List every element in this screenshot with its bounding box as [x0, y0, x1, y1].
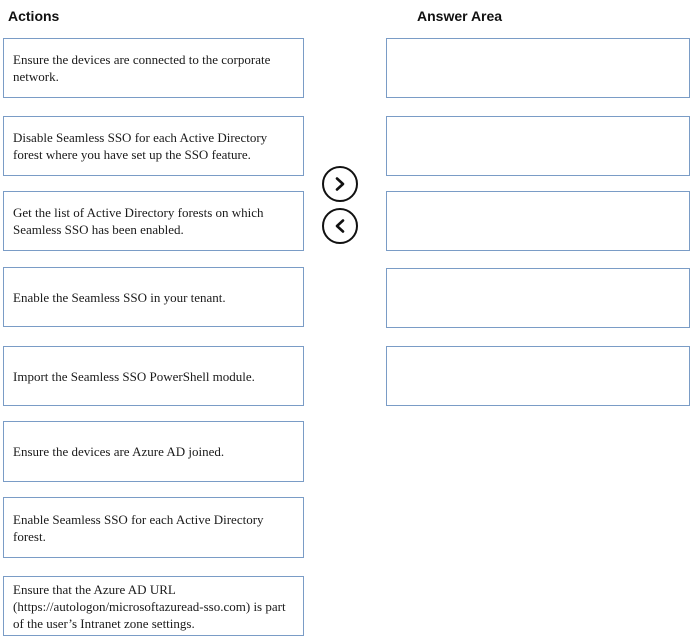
action-item[interactable] [3, 116, 304, 176]
answer-slot[interactable] [386, 346, 690, 406]
action-item-text: Enable Seamless SSO for each Active Directory forest. [13, 511, 264, 544]
answer-slot[interactable] [386, 268, 690, 328]
action-item-text: Ensure the devices are Azure AD joined. [13, 444, 225, 459]
actions-heading: Actions [8, 8, 60, 24]
answer-slot[interactable] [386, 38, 690, 98]
action-item[interactable] [3, 267, 304, 327]
action-item[interactable] [3, 38, 304, 98]
action-item[interactable] [3, 346, 304, 406]
answer-slot[interactable] [386, 116, 690, 176]
move-right-button[interactable] [322, 166, 358, 202]
action-item-text: Enable the Seamless SSO in your tenant. [13, 289, 226, 305]
action-item-text: Ensure the devices are connected to the corporate network. [13, 52, 271, 84]
action-item[interactable] [3, 191, 304, 251]
action-item-text: Disable Seamless SSO for each Active Directory forest where you have set up the SSO feature. [13, 130, 268, 162]
action-item[interactable] [3, 497, 304, 558]
move-left-button[interactable] [322, 208, 358, 244]
action-item-text: Get the list of Active Directory forests on which Seamless SSO has been enabled. [13, 205, 264, 237]
action-item-text: Import the Seamless SSO PowerShell module. [13, 368, 255, 384]
action-item[interactable] [3, 576, 304, 636]
answer-area-heading: Answer Area [417, 8, 503, 24]
answer-slot[interactable] [386, 191, 690, 251]
chevron-right-icon [332, 176, 348, 192]
action-item-text: Ensure that the Azure AD URL (https://autologon/microsoftazuread-sso.com) is part of the user’s Intranet zone settings. [13, 581, 286, 631]
chevron-left-icon [332, 218, 348, 234]
action-item[interactable] [3, 421, 304, 482]
